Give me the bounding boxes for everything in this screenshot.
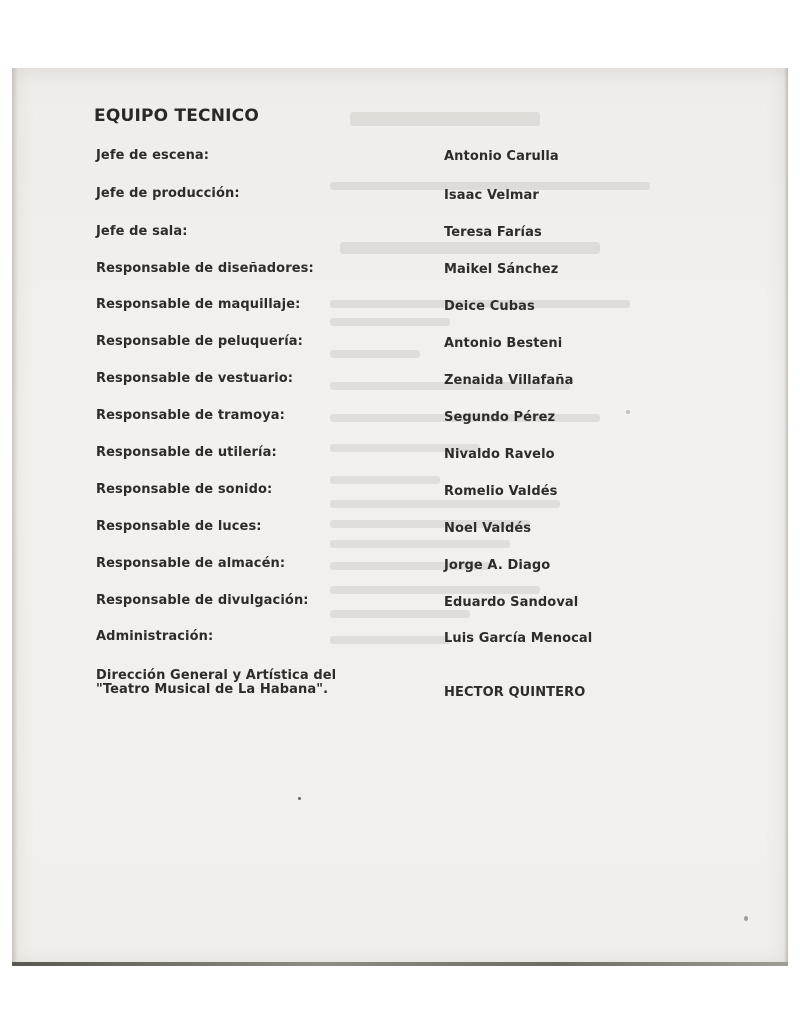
person-name: Zenaida Villafaña (444, 373, 574, 388)
role-label: Dirección General y Artística del "Teatro Musical de La Habana". (96, 668, 337, 697)
person-name: Antonio Carulla (444, 149, 559, 164)
role-label: Responsable de tramoya: (96, 408, 285, 423)
role-label: Jefe de escena: (96, 148, 210, 163)
role-label: Responsable de maquillaje: (96, 297, 301, 312)
person-name: Jorge A. Diago (444, 558, 551, 573)
role-label: Responsable de utilería: (96, 445, 277, 460)
paper-speck (298, 797, 301, 800)
person-name: Noel Valdés (444, 521, 532, 536)
paper-speck (626, 410, 630, 414)
role-label: Responsable de vestuario: (96, 371, 294, 386)
person-name: Maikel Sánchez (444, 262, 559, 277)
person-name: Teresa Farías (444, 225, 542, 240)
person-name: Romelio Valdés (444, 484, 558, 499)
role-label: Responsable de peluquería: (96, 334, 303, 349)
person-name: Nivaldo Ravelo (444, 447, 555, 462)
person-name: Segundo Pérez (444, 410, 556, 425)
role-label: Responsable de diseñadores: (96, 261, 314, 276)
director-name: HECTOR QUINTERO (444, 685, 586, 700)
role-label: Jefe de producción: (96, 186, 240, 201)
role-label: Responsable de luces: (96, 519, 262, 534)
page-right-shadow (784, 68, 788, 966)
role-label: Jefe de sala: (96, 224, 188, 239)
role-label: Administración: (96, 629, 214, 644)
person-name: Eduardo Sandoval (444, 595, 579, 610)
paper-speck (744, 916, 748, 921)
section-heading: EQUIPO TECNICO (94, 106, 259, 126)
person-name: Deice Cubas (444, 299, 535, 314)
role-label: Responsable de divulgación: (96, 593, 309, 608)
person-name: Isaac Velmar (444, 188, 539, 203)
role-label: Responsable de almacén: (96, 556, 286, 571)
page-left-shadow (12, 68, 18, 966)
person-name: Luis García Menocal (444, 631, 593, 646)
page-bottom-edge (12, 962, 788, 966)
person-name: Antonio Besteni (444, 336, 563, 351)
role-label: Responsable de sonido: (96, 482, 273, 497)
